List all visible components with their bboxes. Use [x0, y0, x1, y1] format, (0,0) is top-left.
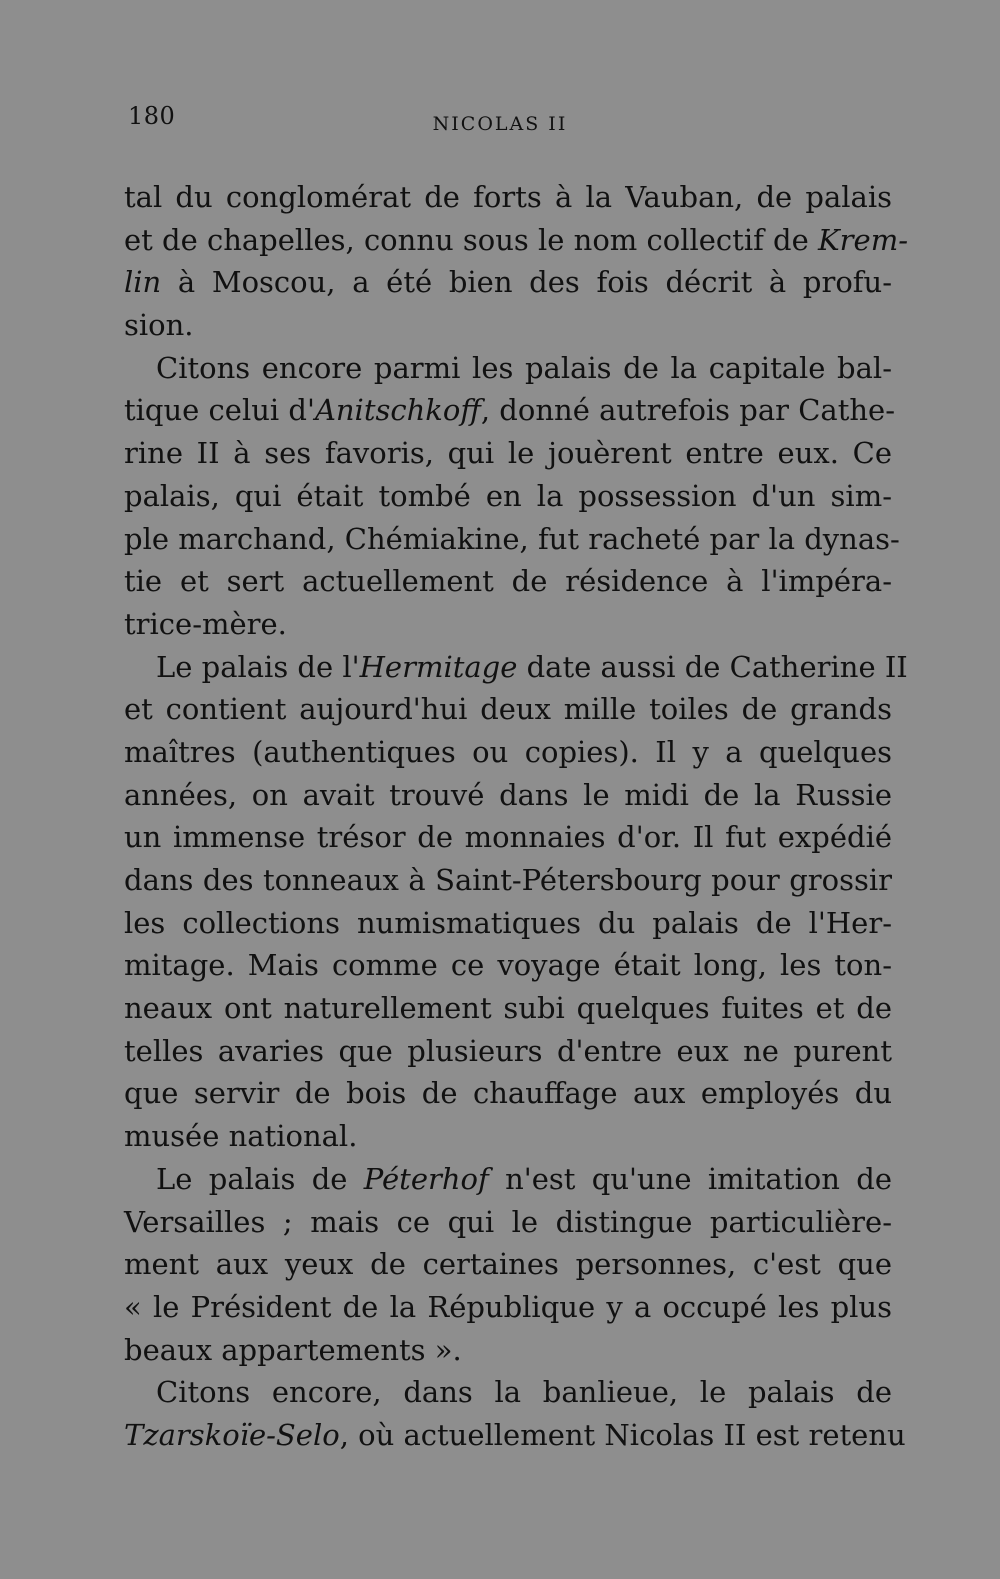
- text-line: Le palais de l'Hermitage date aussi de Catherine II: [156, 649, 908, 684]
- page-number: 180: [128, 102, 176, 130]
- running-title: NICOLAS II: [432, 113, 568, 135]
- text-line: Tzarskoïe-Selo, où actuellement Nicolas II est retenu: [124, 1417, 906, 1452]
- text-line: ple marchand, Chémiakine, fut racheté par la dynas-: [124, 521, 900, 556]
- italic-term: Péterhof: [363, 1161, 489, 1196]
- text-line: maîtres (authentiques ou copies). Il y a quelques: [124, 734, 892, 769]
- text-line: mitage. Mais comme ce voyage était long, les ton-: [124, 948, 892, 983]
- text-line: sion.: [124, 308, 194, 343]
- text-line: ment aux yeux de certaines personnes, c'est que: [124, 1247, 892, 1282]
- italic-term: Krem-: [818, 222, 909, 257]
- text-line: tie et sert actuellement de résidence à l'impéra-: [124, 564, 892, 599]
- text-line: musée national.: [124, 1119, 358, 1154]
- text-line: neaux ont naturellement subi quelques fuites et de: [124, 991, 892, 1026]
- text-line: trice-mère.: [124, 606, 287, 641]
- text-line: années, on avait trouvé dans le midi de la Russie: [124, 777, 892, 812]
- body-text: [124, 176, 909, 1457]
- text-line: que servir de bois de chauffage aux employés du: [124, 1076, 892, 1111]
- text-line: tal du conglomérat de forts à la Vauban, de palais: [124, 180, 892, 214]
- italic-term: Anitschkoff: [314, 393, 481, 428]
- text-line: lin à Moscou, a été bien des fois décrit à profu-: [124, 265, 892, 300]
- text-line: Versailles ; mais ce qui le distingue particulière-: [124, 1204, 892, 1239]
- text-line: beaux appartements ».: [124, 1332, 462, 1367]
- text-line: tique celui d'Anitschkoff, donné autrefois par Cathe-: [124, 393, 895, 428]
- italic-term: Tzarskoïe-Selo: [124, 1417, 340, 1452]
- text-line: dans des tonneaux à Saint-Pétersbourg pour grossir: [124, 863, 892, 897]
- text-line: Citons encore, dans la banlieue, le palais de: [156, 1375, 892, 1410]
- text-line: telles avaries que plusieurs d'entre eux ne purent: [124, 1033, 892, 1068]
- text-line: rine II à ses favoris, qui le jouèrent entre eux. Ce: [124, 436, 892, 471]
- text-line: un immense trésor de monnaies d'or. Il fut expédié: [124, 820, 892, 855]
- text-line: et contient aujourd'hui deux mille toiles de grands: [124, 692, 892, 727]
- text-line: Le palais de Péterhof n'est qu'une imitation de: [156, 1161, 892, 1196]
- text-line: « le Président de la République y a occupé les plus: [124, 1289, 892, 1324]
- italic-term: Hermitage: [359, 649, 518, 684]
- text-line: les collections numismatiques du palais de l'Her-: [124, 905, 892, 940]
- italic-term: lin: [124, 265, 162, 300]
- text-line: et de chapelles, connu sous le nom collectif de Krem-: [124, 222, 909, 257]
- text-line: palais, qui était tombé en la possession d'un sim-: [124, 478, 892, 513]
- text-line: Citons encore parmi les palais de la capitale bal-: [156, 350, 892, 385]
